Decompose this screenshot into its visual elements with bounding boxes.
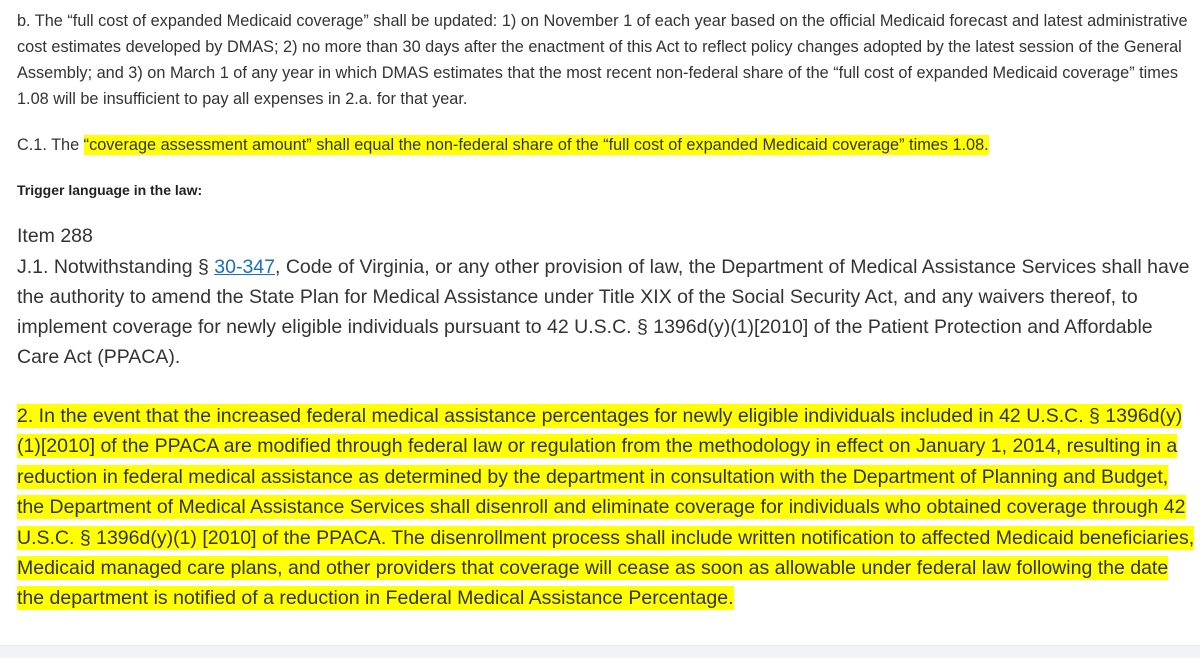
item-288-heading: Item 288 bbox=[17, 225, 93, 247]
trigger-language-heading: Trigger language in the law: bbox=[17, 182, 203, 198]
highlighted-disenrollment-trigger: 2. In the event that the increased federal medical assistance percentages for newly eligible individuals included in 42 U.S.C. § 1396d(y)(1)[2010] of the PPACA are modified through federal law or regulation from the methodology in effect on January 1, 2014, resulting in a reduction in federal medical assistance as determined by the department in consultation with the Department of Planning and Budget, the Department of Medical Assistance Services shall disenroll and eliminate coverage for individuals who obtained coverage through 42 U.S.C. § 1396d(y)(1) [2010] of the PPACA. The disenrollment process shall include written notification to affected Medicaid beneficiaries, Medicaid managed care plans, and other providers that coverage will cease as soon as allowable under federal law following the date the department is notified of a reduction in Federal Medical Assistance Percentage. bbox=[17, 405, 1195, 610]
paragraph-j1-prefix: J.1. Notwithstanding § bbox=[17, 256, 215, 278]
paragraph-c1-prefix: C.1. The bbox=[17, 136, 84, 154]
bottom-divider bbox=[0, 645, 1200, 658]
paragraph-c1 bbox=[17, 132, 1192, 158]
paragraph-j1 bbox=[17, 252, 1197, 372]
paragraph-b: b. The “full cost of expanded Medicaid coverage” shall be updated: 1) on November 1 of each year based on the official Medicaid forecast and latest administrative cost estimates developed by DMAS; 2) no more than 30 days after the enactment of this Act to reflect policy changes adopted by the latest session of the General Assembly; and 3) on March 1 of any year in which DMAS estimates that the most recent non-federal share of the “full cost of expanded Medicaid coverage” times 1.08 will be insufficient to pay all expenses in 2.a. for that year. bbox=[17, 12, 1188, 108]
code-section-link[interactable]: 30-347 bbox=[214, 256, 275, 278]
paragraph-2 bbox=[17, 401, 1195, 614]
paragraph-j1-body: , Code of Virginia, or any other provision of law, the Department of Medical Assistance Services shall have the authority to amend the State Plan for Medical Assistance under Title XIX of the Social Security Act, and any waivers thereof, to implement coverage for newly eligible individuals pursuant to 42 U.S.C. § 1396d(y)(1)[2010] of the Patient Protection and Affordable Care Act (PPACA). bbox=[17, 256, 1190, 368]
highlighted-coverage-assessment: “coverage assessment amount” shall equal the non-federal share of the “full cost of expanded Medicaid coverage” times 1.08. bbox=[83, 136, 989, 154]
